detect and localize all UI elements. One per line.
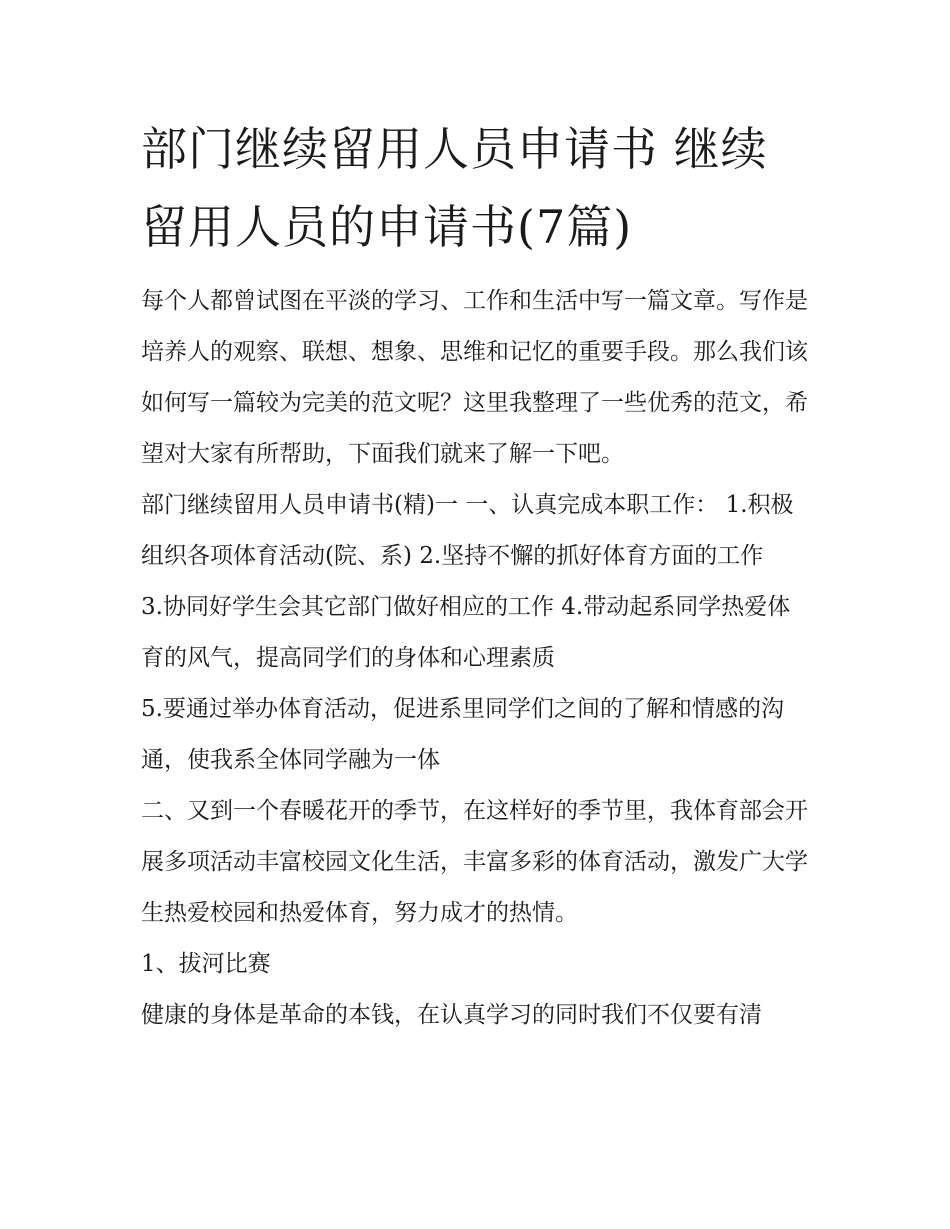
document-page bbox=[141, 110, 813, 1041]
health-paragraph: 健康的身体是革命的本钱，在认真学习的同时我们不仅要有清 bbox=[141, 1002, 762, 1028]
subheading-tug-of-war: 1、拔河比赛 bbox=[141, 951, 271, 977]
item-three-four-paragraph: 3.协同好学生会其它部门做好相应的工作 4.带动起系同学热爱体育的风气，提高同学们的身体和心理素质 bbox=[141, 594, 791, 671]
document-title: 部门继续留用人员申请书 继续留用人员的申请书(7篇) bbox=[141, 122, 768, 254]
section-one-paragraph: 部门继续留用人员申请书(精)一 一、认真完成本职工作： 1.积极组织各项体育活动(院、系) 2.坚持不懈的抓好体育方面的工作 bbox=[141, 492, 794, 569]
section-two-paragraph: 二、又到一个春暖花开的季节，在这样好的季节里，我体育部会开展多项活动丰富校园文化生活，丰富多彩的体育活动，激发广大学生热爱校园和热爱体育，努力成才的热情。 bbox=[141, 798, 808, 926]
intro-paragraph: 每个人都曾试图在平淡的学习、工作和生活中写一篇文章。写作是培养人的观察、联想、想象、思维和记忆的重要手段。那么我们该如何写一篇较为完美的范文呢？这里我整理了一些优秀的范文，希望对大家有所帮助，下面我们就来了解一下吧。 bbox=[141, 288, 808, 467]
item-five-paragraph: 5.要通过举办体育活动，促进系里同学们之间的了解和情感的沟通，使我系全体同学融为一体 bbox=[141, 696, 784, 773]
